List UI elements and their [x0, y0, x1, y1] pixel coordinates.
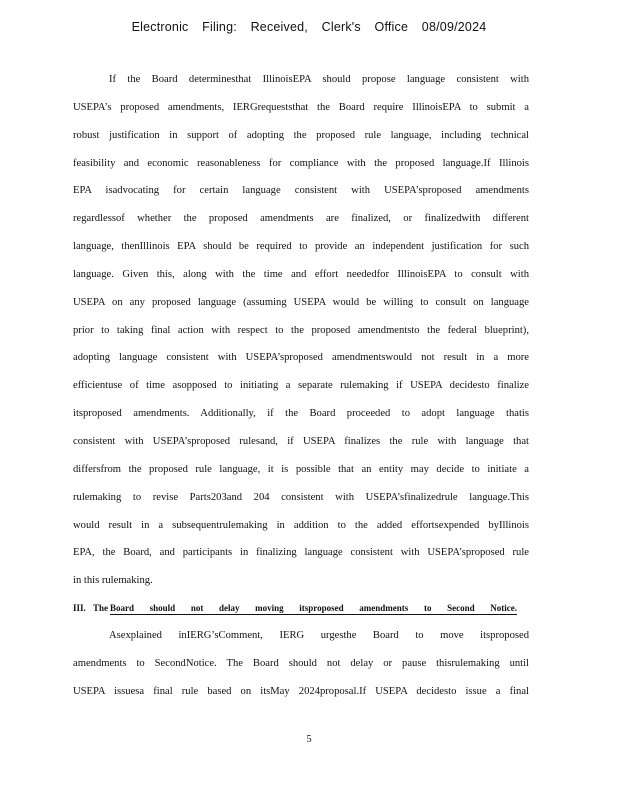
- section-heading-title: Board should not delay moving itsproposed amendments to Second Notice.: [110, 603, 517, 613]
- text-line: regardlessof whether the proposed amendments are finalized, or finalizedwith different: [73, 213, 529, 225]
- text-line: EPA isadvocating for certain language consistent with USEPA’sproposed amendments: [73, 185, 529, 197]
- text-line: amendments to SecondNotice. The Board should not delay or pause thisrulemaking until: [73, 657, 529, 669]
- text-line: in this rulemaking.: [73, 575, 153, 587]
- text-line: feasibility and economic reasonableness for compliance with the proposed language.If Illinois: [73, 157, 529, 169]
- paragraph-second-notice: [73, 629, 529, 713]
- text-line: language, thenIllinois EPA should be required to provide an independent justification for such: [73, 241, 529, 253]
- text-line: itsproposed amendments. Additionally, if the Board proceeded to adopt language thatis: [73, 408, 529, 420]
- text-line: prior to taking final action with respect to the proposed amendmentsto the federal blueprint),: [73, 324, 529, 336]
- section-heading-lead: The: [93, 603, 109, 613]
- text-line: differsfrom the proposed rule language, it is possible that an entity may decide to initiate a: [73, 463, 529, 475]
- text-line: would result in a subsequentrulemaking in addition to the added effortsexpended byIllinois: [73, 519, 529, 531]
- text-line: EPA, the Board, and participants in finalizing language consistent with USEPA’sproposed rule: [73, 547, 529, 559]
- filing-stamp-header: Electronic Filing: Received, Clerk's Office 08/09/2024: [131, 20, 487, 34]
- text-line: USEPA’s proposed amendments, IERGrequeststhat the Board require IllinoisEPA to submit a: [73, 101, 529, 113]
- text-line: USEPA issuesa final rule based on itsMay 2024proposal.If USEPA decidesto issue a final: [73, 685, 529, 697]
- text-line: efficientuse of time asopposed to initiating a separate rulemaking if USEPA decidesto finalize: [73, 380, 529, 392]
- text-line: consistent with USEPA’sproposed rulesand, if USEPA finalizes the rule with language that: [73, 435, 529, 447]
- text-line: adopting language consistent with USEPA’sproposed amendmentswould not result in a more: [73, 352, 529, 364]
- page-number: 5: [306, 734, 312, 745]
- text-line: Asexplained inIERG’sComment, IERG urgesthe Board to move itsproposed: [109, 630, 529, 641]
- text-line: language. Given this, along with the time and effort neededfor IllinoisEPA to consult with: [73, 268, 529, 280]
- text-line: If the Board determinesthat IllinoisEPA should propose language consistent with: [109, 74, 529, 85]
- section-number: III.: [73, 603, 86, 613]
- paragraph-justification: [73, 73, 529, 602]
- text-line: USEPA on any proposed language (assuming USEPA would be willing to consult on language: [73, 296, 529, 308]
- section-heading: [73, 603, 517, 617]
- text-line: rulemaking to revise Parts203and 204 consistent with USEPA’sfinalizedrule language.This: [73, 491, 529, 503]
- text-line: robust justification in support of adopting the proposed rule language, including technical: [73, 129, 529, 141]
